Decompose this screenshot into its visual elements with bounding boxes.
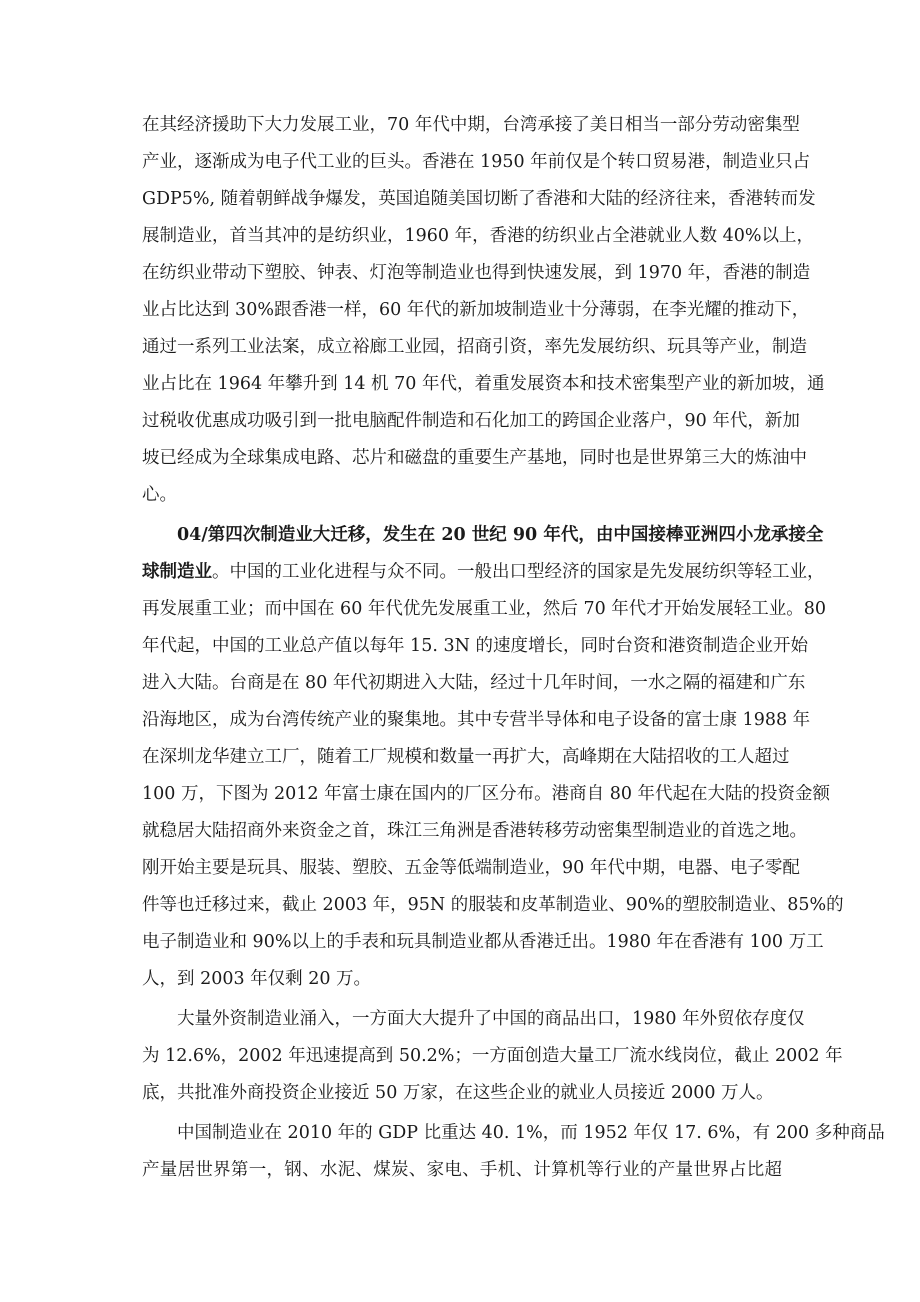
paragraph-2-line-4: 进入大陆。台商是在 80 年代初期进入大陆，经过十几年时间，一水之隔的福建和广东 bbox=[142, 673, 806, 693]
paragraph-2-line-1-rest: 。中国的工业化进程与众不同。一般出口型经济的国家是先发展纺织等轻工业， bbox=[212, 562, 825, 582]
paragraph-2-line-7: 100 万，下图为 2012 年富士康在国内的厂区分布。港商自 80 年代起在大陆的投资金额 bbox=[142, 784, 831, 804]
paragraph-2-line-6: 在深圳龙华建立工厂，随着工厂规模和数量一再扩大，高峰期在大陆招收的工人超过 bbox=[142, 747, 790, 767]
paragraph-4-line-1: 中国制造业在 2010 年的 GDP 比重达 40. 1%，而 1952 年仅 17. 6%，有 200 多种商品 bbox=[177, 1123, 885, 1143]
paragraph-2-line-1 bbox=[142, 555, 825, 589]
paragraph-1-line-11: 心。 bbox=[142, 485, 177, 505]
paragraph-2-line-2: 再发展重工业；而中国在 60 年代优先发展重工业，然后 70 年代才开始发展轻工业。80 bbox=[142, 599, 827, 619]
paragraph-1-line-9: 过税收优惠成功吸引到一批电脑配件制造和石化加工的跨国企业落户，90 年代，新加 bbox=[142, 411, 800, 431]
paragraph-2-line-8: 就稳居大陆招商外来资金之首，珠江三角洲是香港转移劳动密集型制造业的首选之地。 bbox=[142, 821, 807, 841]
paragraph-1-line-5: 在纺织业带动下塑胶、钟表、灯泡等制造业也得到快速发展，到 1970 年，香港的制造 bbox=[142, 263, 811, 283]
paragraph-2-line-11: 电子制造业和 90%以上的手表和玩具制造业都从香港迁出。1980 年在香港有 100 万工 bbox=[142, 932, 824, 952]
paragraph-4-line-2: 产量居世界第一，钢、水泥、煤炭、家电、手机、计算机等行业的产量世界占比超 bbox=[142, 1160, 782, 1180]
paragraph-2-line-12: 人，到 2003 年仅剩 20 万。 bbox=[142, 969, 372, 989]
paragraph-1-line-2: 产业，逐渐成为电子代工业的巨头。香港在 1950 年前仅是个转口贸易港，制造业只占 bbox=[142, 152, 811, 172]
paragraph-2-line-9: 刚开始主要是玩具、服装、塑胶、五金等低端制造业，90 年代中期，电器、电子零配 bbox=[142, 858, 800, 878]
paragraph-1-line-10: 坡已经成为全球集成电路、芯片和磁盘的重要生产基地，同时也是世界第三大的炼油中 bbox=[142, 448, 807, 468]
paragraph-1-line-8: 业占比在 1964 年攀升到 14 机 70 年代，着重发展资本和技术密集型产业的新加坡，通 bbox=[142, 374, 825, 394]
paragraph-1-line-1: 在其经济援助下大力发展工业，70 年代中期，台湾承接了美日相当一部分劳动密集型 bbox=[142, 115, 800, 135]
section-heading-line: 04/第四次制造业大迁移，发生在 20 世纪 90 年代，由中国接棒亚洲四小龙承接全 bbox=[177, 525, 824, 545]
section-heading-tail: 球制造业 bbox=[142, 562, 212, 582]
paragraph-3-line-3: 底，共批准外商投资企业接近 50 万家，在这些企业的就业人员接近 2000 万人。 bbox=[142, 1083, 774, 1103]
paragraph-1-line-7: 通过一系列工业法案，成立裕廊工业园，招商引资，率先发展纺织、玩具等产业，制造 bbox=[142, 337, 807, 357]
paragraph-2-line-5: 沿海地区，成为台湾传统产业的聚集地。其中专营半导体和电子设备的富士康 1988 年 bbox=[142, 710, 811, 730]
paragraph-3-line-2: 为 12.6%，2002 年迅速提高到 50.2%；一方面创造大量工厂流水线岗位，截止 2002 年 bbox=[142, 1046, 843, 1066]
paragraph-1-line-3: GDP5%, 随着朝鲜战争爆发，英国追随美国切断了香港和大陆的经济往来，香港转而发 bbox=[142, 189, 816, 209]
paragraph-2-line-10: 件等也迁移过来，截止 2003 年，95N 的服装和皮革制造业、90%的塑胶制造业、85%的 bbox=[142, 895, 844, 915]
paragraph-1-line-4: 展制造业，首当其冲的是纺织业，1960 年，香港的纺织业占全港就业人数 40%以上， bbox=[142, 226, 815, 246]
paragraph-2-line-3: 年代起，中国的工业总产值以每年 15. 3N 的速度增长，同时台资和港资制造企业开始 bbox=[142, 636, 808, 656]
paragraph-1-line-6: 业占比达到 30%跟香港一样，60 年代的新加坡制造业十分薄弱，在李光耀的推动下， bbox=[142, 300, 810, 320]
paragraph-3-line-1: 大量外资制造业涌入，一方面大大提升了中国的商品出口，1980 年外贸依存度仅 bbox=[177, 1009, 805, 1029]
